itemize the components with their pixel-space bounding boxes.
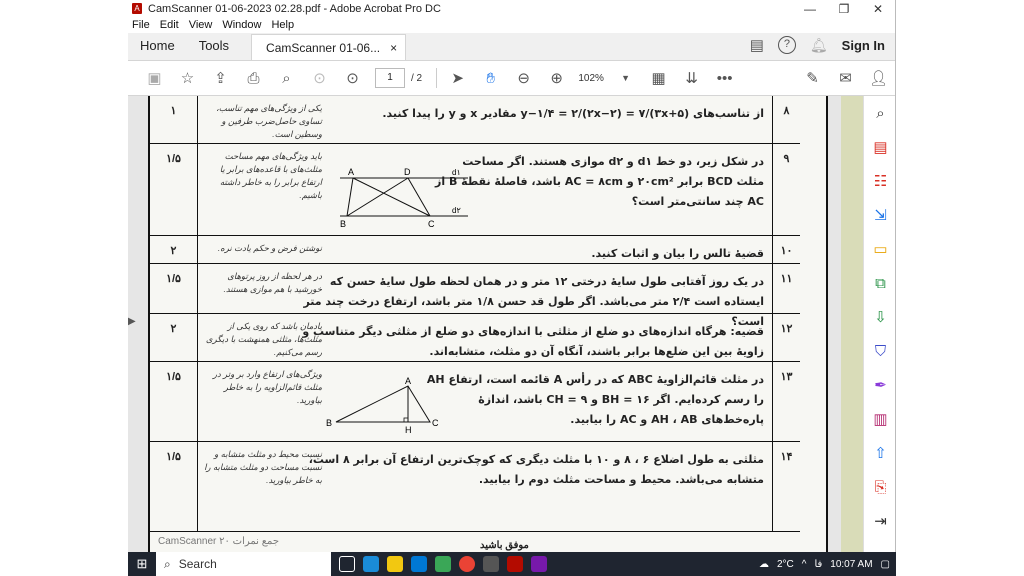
menu-edit[interactable]: Edit: [159, 19, 179, 31]
label-b: B: [340, 219, 347, 229]
total-score-label: [158, 536, 279, 547]
app-icon[interactable]: [483, 556, 499, 572]
store-icon[interactable]: [411, 556, 427, 572]
zoom-in-icon[interactable]: ⊕: [550, 70, 563, 87]
segment-ab: [347, 178, 353, 216]
toolbar: [128, 61, 895, 96]
protect-icon[interactable]: ⛉: [874, 342, 887, 360]
question-number: ۹: [772, 144, 800, 235]
edit-pdf-icon[interactable]: ▥: [873, 411, 888, 428]
question-text: قضیهٔ تالس را بیان و اثبات کنید.: [591, 247, 764, 260]
label-d2: d۲: [452, 206, 461, 215]
tab-bar: [128, 33, 895, 61]
label-a: A: [405, 376, 412, 386]
page-number-input[interactable]: 1: [375, 68, 405, 88]
search-icon[interactable]: ⌕: [282, 69, 291, 87]
question-number: ۱۳: [772, 362, 800, 441]
question-score: ۱/۵: [150, 144, 198, 235]
comment-icon[interactable]: ▤: [749, 37, 764, 54]
question-number: ۸: [772, 96, 800, 143]
link-edit-icon[interactable]: ✎: [806, 70, 819, 87]
label-d: D: [404, 167, 411, 177]
question-hint: نوشتن فرض و حکم یادت نره.: [217, 243, 322, 253]
search-icon: ⌕: [164, 556, 171, 571]
acrobat-window: [128, 0, 896, 552]
edge-icon[interactable]: [363, 556, 379, 572]
chrome-icon[interactable]: [459, 556, 475, 572]
menu-view[interactable]: View: [188, 19, 213, 31]
page-total: / 2: [411, 72, 423, 84]
question-number: ۱۱: [772, 264, 800, 313]
question-row: [150, 236, 800, 264]
title-bar: [128, 0, 895, 17]
question-row: [150, 264, 800, 328]
task-view-icon[interactable]: [339, 556, 355, 572]
question-hint: نسبت محیط دو مثلث متشابه و نسبت مساحت دو مثلث متشابه را به خاطر بیاورید.: [204, 449, 322, 485]
tab-home[interactable]: Home: [140, 38, 175, 53]
print-icon[interactable]: ⎙: [247, 69, 260, 87]
sign-in-button[interactable]: Sign In: [841, 37, 885, 53]
question-text: در یک روز آفتابی طول سایهٔ درختی ۱۲ متر و در همان لحظه طول سایهٔ حسن که ایستاده است ۲/۴ متر می‌باشد. اگر طول قد حسن ۱/۸ متر باشد، ارتفاع درخت چند متر است؟: [303, 275, 764, 328]
question-row: [150, 96, 800, 144]
notification-bell-icon[interactable]: 🔔︎: [809, 36, 828, 53]
close-button[interactable]: ✕: [872, 1, 884, 16]
collapse-left-icon[interactable]: ▶: [128, 316, 136, 327]
zoom-dropdown-icon[interactable]: ▼: [621, 73, 631, 83]
upload-icon[interactable]: ⇪: [214, 70, 227, 87]
good-luck-text: موفق باشید: [480, 540, 529, 551]
toolbar-divider: [436, 68, 437, 88]
triangle-abc: [336, 386, 430, 422]
email-icon[interactable]: ✉: [839, 70, 852, 87]
zoom-out-icon[interactable]: ⊖: [517, 70, 530, 87]
watermark-text: CamScanner: [158, 536, 217, 547]
label-c: C: [432, 418, 439, 428]
app-icon[interactable]: [435, 556, 451, 572]
share-icon[interactable]: ⇧: [874, 445, 887, 462]
hand-tool-icon[interactable]: ✋︎: [486, 69, 495, 87]
clock[interactable]: 10:07 AM: [830, 558, 873, 570]
question-hint: یکی از ویژگی‌های مهم تناسب، تساوی حاصل‌ضرب طرفین و وسطین است.: [216, 103, 322, 139]
notifications-icon[interactable]: ▢: [880, 558, 890, 570]
question-hint: در هر لحظه از روز پرتوهای خورشید با هم موازی هستند.: [223, 271, 322, 294]
question-text: از تناسب‌های y−۱/۴ = ۲/(۲x−۲) = ۷/(۳x+۵) مقادیر x و y را پیدا کنید.: [382, 107, 764, 120]
label-d1: d۱: [452, 168, 461, 177]
bookmark-star-icon[interactable]: ☆: [180, 70, 195, 87]
acrobat-icon: A: [132, 3, 142, 14]
taskbar-search-label: Search: [178, 557, 217, 571]
help-icon[interactable]: ?: [778, 36, 796, 54]
page-up-icon[interactable]: ⊙: [313, 70, 326, 87]
compress-pdf-icon[interactable]: ⇩: [874, 309, 887, 326]
language-indicator[interactable]: فا: [814, 558, 823, 570]
windows-taskbar: [128, 552, 896, 576]
menu-bar: [128, 17, 895, 33]
question-row: [150, 442, 800, 532]
save-icon[interactable]: ▣: [147, 70, 162, 87]
window-title: CamScanner 01-06-2023 02.28.pdf - Adobe Acrobat Pro DC: [148, 2, 441, 15]
more-tools-icon[interactable]: •••: [716, 69, 733, 87]
fill-sign-icon[interactable]: ✒: [874, 377, 887, 394]
question-number: ۱۲: [772, 314, 800, 361]
scroll-mode-icon[interactable]: ⇊: [685, 70, 698, 87]
document-area[interactable]: [128, 96, 863, 552]
question-text: قضیه: هرگاه اندازه‌های دو ضلع از مثلثی با اندازه‌های دو ضلع از مثلثی دیگر متناسب و زاویهٔ بین این ضلع‌ها برابر باشند، آنگاه آن دو مثلث، متشابه‌اند.: [302, 325, 764, 358]
menu-window[interactable]: Window: [222, 19, 262, 31]
label-c: C: [428, 219, 435, 229]
question-text: در شکل زیر، دو خط d۱ و d۲ موازی هستند. اگر مساحت مثلث BCD برابر ۲۰cm² و AC = ۸cm باشد، فاصلهٔ نقطهٔ B از AC چند سانتی‌متر است؟: [435, 155, 764, 208]
acrobat-taskbar-icon[interactable]: [507, 556, 523, 572]
tab-document[interactable]: [251, 34, 406, 60]
tab-tools[interactable]: Tools: [198, 38, 230, 53]
stamp-icon[interactable]: ⎘: [874, 478, 887, 496]
comment-panel-icon[interactable]: ▭: [873, 241, 888, 258]
menu-file[interactable]: File: [132, 19, 150, 31]
page-down-icon[interactable]: ⊙: [346, 70, 359, 87]
expand-panel-icon[interactable]: ⇥: [874, 513, 887, 530]
label-h: H: [405, 425, 412, 435]
question-score: ۱/۵: [150, 264, 198, 313]
question-score: ۲: [150, 236, 198, 263]
total-score: جمع نمرات ۲۰: [219, 536, 280, 547]
file-explorer-icon[interactable]: [387, 556, 403, 572]
segment-bd: [347, 178, 408, 216]
label-b: B: [326, 418, 333, 428]
close-tab-icon[interactable]: ×: [390, 41, 398, 55]
question-text: مثلثی به طول اضلاع ۶ ، ۸ و ۱۰ با مثلث دیگری که کوچک‌ترین ارتفاع آن برابر ۸ است، متشابه می‌باشد. محیط و مساحت مثلث دوم را بیابید.: [308, 453, 764, 486]
zoom-panel-icon[interactable]: ⌕: [876, 104, 885, 122]
select-cursor-icon[interactable]: ➤: [451, 70, 464, 87]
right-tools-panel: [863, 96, 896, 552]
add-user-icon[interactable]: 👤︎: [868, 70, 889, 87]
windows-start-icon[interactable]: ⊞: [136, 556, 148, 571]
question-score: ۲: [150, 314, 198, 361]
label-a: A: [348, 167, 355, 177]
onenote-icon[interactable]: [531, 556, 547, 572]
right-angle-mark: [404, 418, 408, 422]
maximize-button[interactable]: ❐: [838, 1, 850, 16]
question-hint: باید ویژگی‌های مهم مساحت مثلث‌های با قاعده‌های برابر یا ارتفاع برابر را به خاطر داشته باشیم.: [219, 151, 322, 200]
page-margin-strip: [841, 96, 863, 552]
question-number: ۱۴: [772, 442, 800, 531]
export-pdf-icon[interactable]: ⇲: [874, 207, 887, 224]
temperature: 2°C: [776, 558, 794, 570]
system-tray: [759, 559, 896, 570]
question-text: در مثلث قائم‌الزاویهٔ ABC که در رأس A قائمه است، ارتفاع AH را رسم کرده‌ایم. اگر BH = ۱۶ و CH = ۹ باشد، اندازهٔ پاره‌خط‌های AH ، AB و AC را بیابید.: [426, 373, 764, 426]
create-pdf-icon[interactable]: ▤: [873, 139, 888, 156]
pdf-page: [148, 96, 828, 552]
tab-document-label: CamScanner 01-06...: [266, 41, 381, 55]
question-row: [150, 144, 800, 236]
question-score: ۱/۵: [150, 362, 198, 441]
organize-pages-icon[interactable]: ☷: [873, 173, 888, 190]
question-number: ۱۰: [772, 236, 800, 263]
zoom-level[interactable]: 102%: [578, 72, 604, 84]
tray-chevron-icon[interactable]: ^: [801, 558, 807, 570]
question-score: ۱: [150, 96, 198, 143]
question-row: [150, 314, 800, 362]
question-hint: یادمان باشد که روی یکی از مثلث‌ها، مثلثی همنهشت با دیگری رسم می‌کنیم.: [205, 321, 322, 357]
combine-files-icon[interactable]: ⧉: [875, 274, 886, 292]
question-row: [150, 362, 800, 442]
question-hint: ویژگی‌های ارتفاع وارد بر وتر در مثلث قائم‌الزاویه را به خاطر بیاورید.: [212, 369, 322, 405]
minimize-button[interactable]: —: [804, 1, 816, 16]
question-score: ۱/۵: [150, 442, 198, 531]
pinned-apps: [339, 556, 547, 572]
page-display-icon[interactable]: ▦: [651, 70, 666, 87]
weather-icon[interactable]: ☁: [758, 558, 769, 570]
taskbar-search[interactable]: [156, 552, 331, 576]
menu-help[interactable]: Help: [271, 19, 295, 31]
